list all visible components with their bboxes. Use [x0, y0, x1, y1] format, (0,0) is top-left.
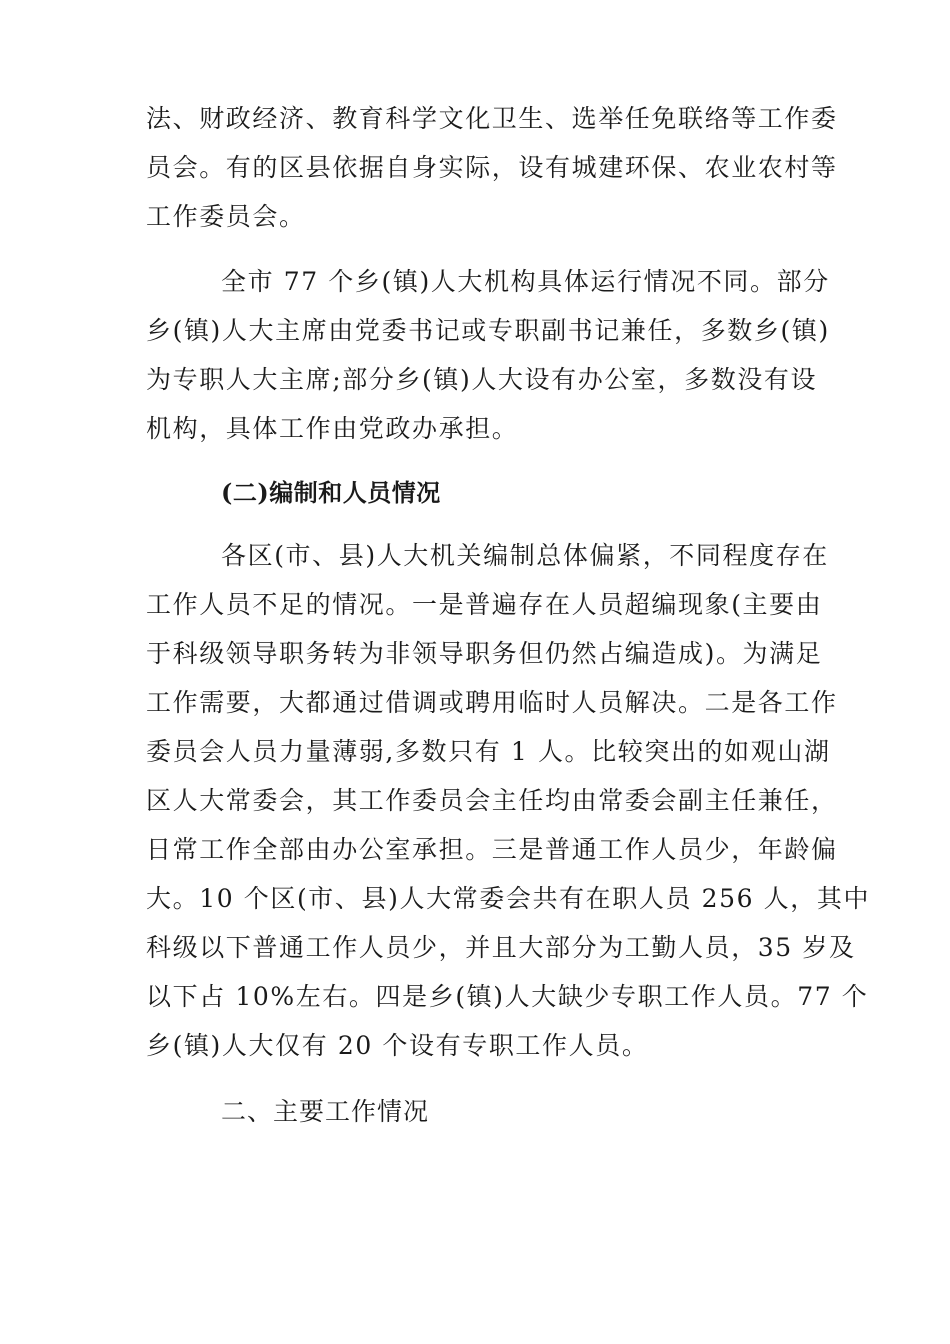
text-line: 员会。有的区县依据自身实际，设有城建环保、农业农村等 [146, 153, 838, 182]
text-line: 工作委员会。 [146, 202, 306, 231]
text-line: 大。10 个区(市、县)人大常委会共有在职人员 256 人，其中 [146, 884, 871, 913]
text-line: 以下占 10%左右。四是乡(镇)人大缺少专职工作人员。77 个 [146, 982, 869, 1011]
text-line: 工作人员不足的情况。一是普遍存在人员超编现象(主要由 [146, 590, 823, 619]
text-line: 法、财政经济、教育科学文化卫生、选举任免联络等工作委 [146, 104, 838, 133]
text-line: 为专职人大主席;部分乡(镇)人大设有办公室，多数没有设 [146, 365, 818, 394]
text-line: 区人大常委会，其工作委员会主任均由常委会副主任兼任， [146, 786, 838, 815]
text-line: 全市 77 个乡(镇)人大机构具体运行情况不同。部分 [221, 267, 830, 296]
text-line: 科级以下普通工作人员少，并且大部分为工勤人员，35 岁及 [146, 933, 856, 962]
text-line: 日常工作全部由办公室承担。三是普通工作人员少，年龄偏 [146, 835, 838, 864]
text-line: 委员会人员力量薄弱,多数只有 1 人。比较突出的如观山湖 [146, 737, 831, 766]
text-line: 乡(镇)人大主席由党委书记或专职副书记兼任，多数乡(镇) [146, 316, 830, 345]
section-subheading: (二)编制和人员情况 [221, 478, 441, 507]
text-line: 各区(市、县)人大机关编制总体偏紧，不同程度存在 [221, 541, 829, 570]
text-line: 机构，具体工作由党政办承担。 [146, 414, 519, 443]
text-line: 乡(镇)人大仅有 20 个设有专职工作人员。 [146, 1031, 649, 1060]
text-line: 工作需要，大都通过借调或聘用临时人员解决。二是各工作 [146, 688, 838, 717]
text-line: 于科级领导职务转为非领导职务但仍然占编造成)。为满足 [146, 639, 823, 668]
section-heading: 二、主要工作情况 [221, 1097, 430, 1126]
